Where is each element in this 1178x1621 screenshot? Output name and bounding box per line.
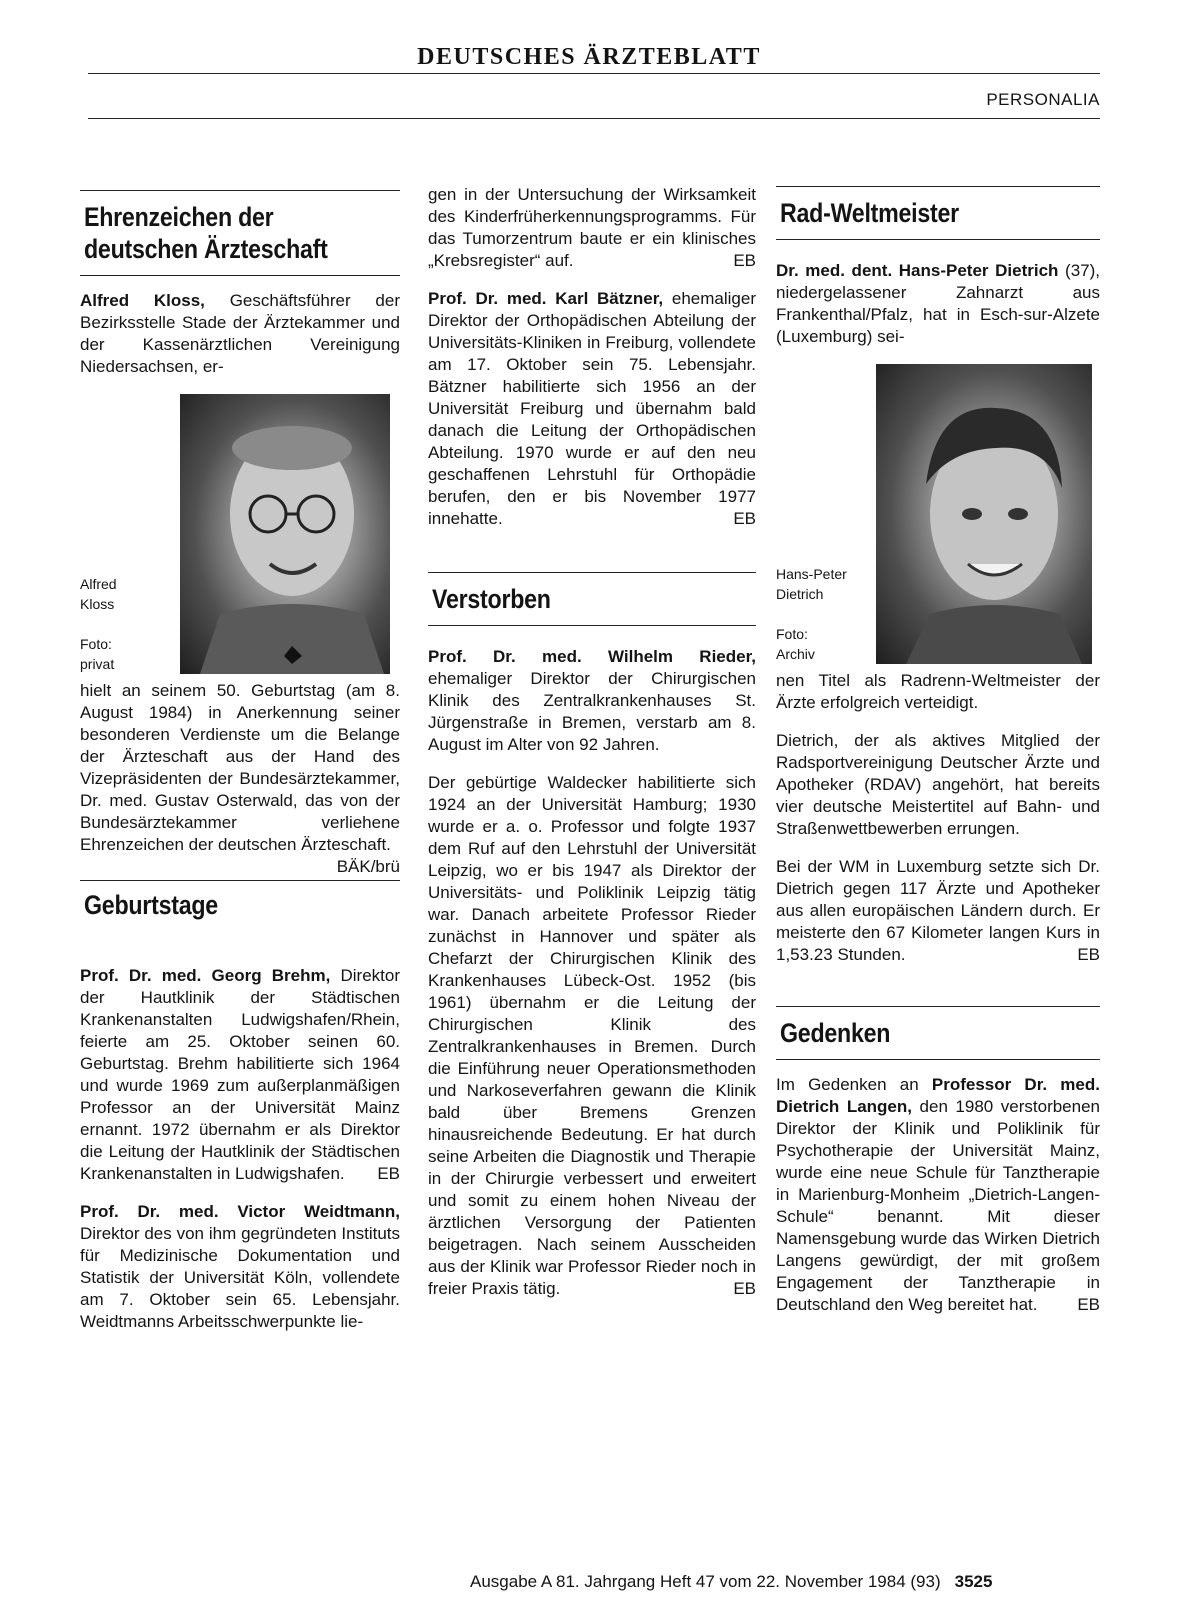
- divider: [80, 880, 400, 881]
- column-3: [776, 186, 1100, 1332]
- heading-verstorben: Verstorben: [432, 584, 551, 614]
- person-name: Prof. Dr. med. Victor Weidtmann,: [80, 1202, 400, 1221]
- article-text: gen in der Untersuchung der Wirksamkeit des Kinderfrüherkennungsprogramms. Für das Tumorzentrum baute er ein klinisches „Krebsregister“ auf.: [428, 185, 756, 270]
- person-name: Prof. Dr. med. Georg Brehm,: [80, 966, 331, 985]
- article-kloss-body: [80, 680, 400, 876]
- heading-rad-weltmeister: Rad-Weltmeister: [780, 198, 959, 228]
- caption-line: Alfred: [80, 576, 117, 592]
- divider: [80, 275, 400, 276]
- photo-caption: [776, 564, 876, 664]
- caption-line: Kloss: [80, 596, 115, 612]
- article-weidtmann: [80, 1201, 400, 1333]
- photo-block-kloss: [80, 394, 400, 674]
- column-2: [428, 184, 756, 1316]
- photo-credit: Archiv: [776, 646, 815, 662]
- issue-info: Ausgabe A 81. Jahrgang Heft 47 vom 22. November 1984 (93): [470, 1572, 941, 1591]
- article-dietrich-cont: [776, 670, 1100, 714]
- author-signature: EB: [377, 1164, 400, 1183]
- photo-credit: Foto:: [80, 636, 112, 652]
- article-text: nen Titel als Radrenn-Weltmeister der Ärzte erfolgreich verteidigt.: [776, 671, 1100, 712]
- page-number: 3525: [954, 1572, 993, 1591]
- heading-gedenken: Gedenken: [780, 1018, 891, 1048]
- author-signature: EB: [733, 509, 756, 528]
- article-text: ehemaliger Direktor der Chirurgischen Klinik des Zentralkrankenhauses St. Jürgenstraße in Bremen, verstarb am 8. August im Alter von 92 Jahren.: [428, 669, 756, 754]
- divider: [428, 625, 756, 626]
- article-text: Der gebürtige Waldecker habilitierte sich 1924 an der Universität Hamburg; 1930 wurde er a. o. Professor und folgte 1937 dem Ruf auf den Lehrstuhl der Universität Leipzig, wo er bis 1947 als Direktor der Universitäts- und Poliklinik Leipzig tätig war. Danach arbeitete Professor Rieder zunächst in Hannover und später als Chefarzt der Chirurgischen Klinik des Krankenhauses Lübeck-Ost. 1952 (bis 1961) übernahm er die Leitung der Chirurgischen Klinik des Zentralkrankenhauses in Bremen. Durch die Einführung neuer Operationsmethoden und Narkoseverfahren gewann die Klinik bald über Bremens Grenzen hinausreichende Bedeutung. Er hat durch seine Arbeiten die Diagnostik und Therapie in der Chirurgie verbessert und erweitert und somit zu einem hohen Niveau der ärztlichen Versorgung der Patienten beigetragen. Nach seinem Ausscheiden aus der Klinik war Professor Rieder noch in freier Praxis tätig.: [428, 773, 756, 1298]
- photo-credit: Foto:: [776, 626, 808, 642]
- author-signature: EB: [733, 251, 756, 270]
- section-rule: [88, 118, 1100, 119]
- article-text: Direktor der Hautklinik der Städtischen Krankenanstalten Ludwigshafen/Rhein, feierte am 25. Oktober seinen 60. Geburtstag. Brehm habilitierte sich 1964 und wurde 1969 zum außerplanmäßigen Professor an der Universität Mainz ernannt. 1972 übernahm er als Direktor die Leitung der Hautklinik der Städtischen Krankenanstalten in Ludwigshafen.: [80, 966, 400, 1183]
- divider: [776, 239, 1100, 240]
- page-footer: [470, 1572, 992, 1592]
- article-text: Direktor des von ihm gegründeten Instituts für Medizinische Dokumentation und Statistik der Universität Köln, vollendete am 7. Oktober sein 65. Lebensjahr. Weidtmanns Arbeitsschwerpunkte lie-: [80, 1224, 400, 1331]
- photo-block-dietrich: [776, 364, 1100, 664]
- article-dietrich-rdav: [776, 730, 1100, 840]
- person-name: Dr. med. dent. Hans-Peter Dietrich: [776, 261, 1059, 280]
- article-text: ehemaliger Direktor der Orthopädischen Abteilung der Universitäts-Kliniken in Freiburg, vollendete am 17. Oktober sein 75. Lebensjahr. Bätzner habilitierte sich 1956 an der Universität Freiburg und übernahm bald danach die Leitung der Orthopädischen Abteilung. 1970 wurde er auf den neu geschaffenen Lehrstuhl für Orthopädie berufen, den er bis November 1977 innehatte.: [428, 289, 756, 528]
- article-text: Geschäftsführer der Bezirksstelle Stade der Ärztekammer und der Kassenärztlichen Vereinigung Niedersachsen, er-: [80, 291, 400, 376]
- article-dietrich-intro: [776, 260, 1100, 348]
- article-dietrich-wm: [776, 856, 1100, 966]
- author-signature: BÄK/brü: [336, 857, 400, 876]
- heading-geburtstage: Geburtstage: [84, 890, 218, 920]
- author-signature: EB: [733, 1279, 756, 1298]
- heading-ehrenzeichen: Ehrenzeichen der deutschen Ärzteschaft: [84, 202, 328, 264]
- article-weidtmann-cont: [428, 184, 756, 272]
- section-label: PERSONALIA: [986, 90, 1100, 109]
- article-langen: [776, 1074, 1100, 1316]
- article-text: Bei der WM in Luxemburg setzte sich Dr. Dietrich gegen 117 Ärzte und Apotheker aus allen europäischen Ländern durch. Er meisterte den 67 Kilometer langen Kurs in 1,53.23 Stunden.: [776, 857, 1100, 964]
- author-signature: EB: [1077, 1295, 1100, 1314]
- divider: [428, 572, 756, 573]
- divider: [80, 190, 400, 191]
- person-name: Alfred Kloss,: [80, 291, 205, 310]
- article-kloss-intro: [80, 290, 400, 378]
- article-brehm: [80, 965, 400, 1185]
- article-rieder-body: [428, 772, 756, 1300]
- article-rieder-intro: [428, 646, 756, 756]
- column-1: [80, 190, 400, 1349]
- masthead: DEUTSCHES ÄRZTEBLATT: [417, 44, 761, 70]
- person-name: Prof. Dr. med. Wilhelm Rieder,: [428, 647, 756, 666]
- article-baetzner: [428, 288, 756, 530]
- author-signature: EB: [1077, 945, 1100, 964]
- article-text: den 1980 verstorbenen Direktor der Klinik und Poliklinik für Psychotherapie der Universität Mainz, wurde eine neue Schule für Tanztherapie in Marienburg-Monheim „Dietrich-Langen-Schule“ benannt. Mit dieser Namensgebung wurde das Wirken Dietrich Langens gewürdigt, der mit großem Engagement der Tanztherapie in Deutschland den Weg bereitet hat.: [776, 1097, 1100, 1314]
- portrait-photo-dietrich: [876, 364, 1092, 664]
- article-text: Im Gedenken an: [776, 1075, 919, 1094]
- caption-line: Dietrich: [776, 586, 824, 602]
- photo-caption: [80, 574, 180, 674]
- article-text: hielt an seinem 50. Geburtstag (am 8. August 1984) in Anerkennung seiner besonderen Verdienste um die Belange der Ärzteschaft aus der Hand des Vizepräsidenten der Bundesärztekammer, Dr. med. Gustav Osterwald, das von der Bundesärztekammer verliehene Ehrenzeichen der deutschen Ärzteschaft.: [80, 681, 400, 854]
- divider: [776, 1006, 1100, 1007]
- divider: [776, 1059, 1100, 1060]
- person-name: Professor Dr. med. Dietrich Langen,: [776, 1075, 1100, 1116]
- article-text: (37), niedergelassener Zahnarzt aus Frankenthal/Pfalz, hat in Esch-sur-Alzete (Luxemburg) sei-: [776, 261, 1100, 346]
- caption-line: Hans-Peter: [776, 566, 847, 582]
- person-name: Prof. Dr. med. Karl Bätzner,: [428, 289, 664, 308]
- portrait-photo-kloss: [180, 394, 390, 674]
- masthead-rule: [88, 73, 1100, 74]
- article-text: Dietrich, der als aktives Mitglied der Radsportvereinigung Deutscher Ärzte und Apotheker (RDAV) angehört, hat bereits vier deutsche Meistertitel auf Bahn- und Straßenwettbewerben errungen.: [776, 731, 1100, 838]
- divider: [776, 186, 1100, 187]
- photo-credit: privat: [80, 656, 115, 672]
